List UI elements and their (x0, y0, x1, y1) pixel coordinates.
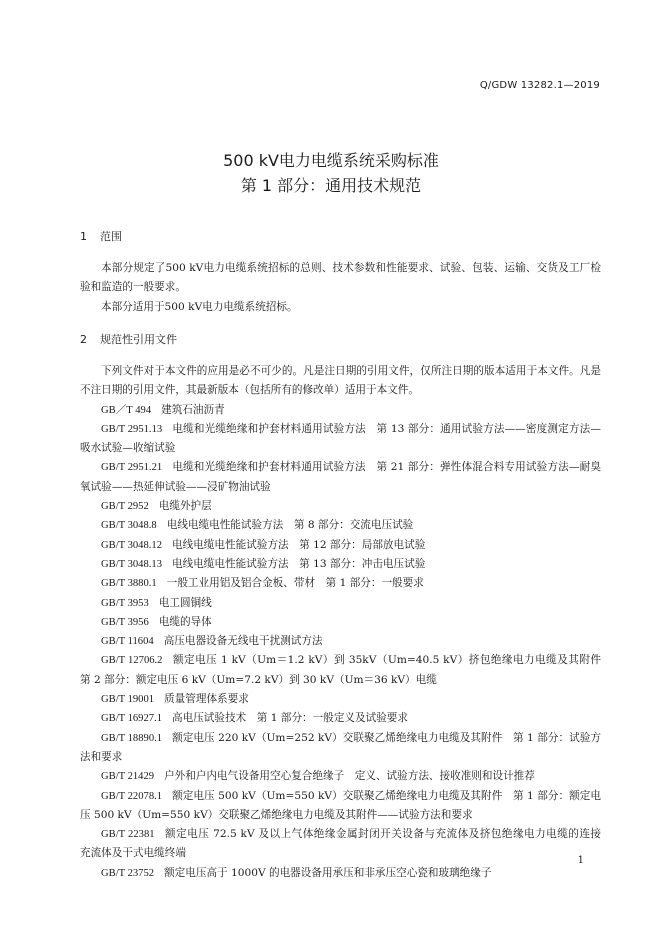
reference-title: 户外和户内电气设备用空心复合绝缘子 定义、试验方法、接收准则和设计推荐 (164, 770, 535, 783)
reference-item (80, 651, 612, 690)
reference-title: 质量管理体系要求 (164, 693, 249, 706)
scope-body (80, 259, 601, 317)
section-heading-scope (80, 228, 122, 244)
section-number: 2 (80, 333, 87, 346)
reference-item (80, 497, 601, 516)
reference-code: GB/T 3048.12 (101, 539, 163, 551)
document-title: 500 kV电力电缆系统采购标准 (223, 151, 439, 170)
references-body (80, 362, 612, 883)
reference-code: GB/T 22381 (101, 829, 155, 841)
reference-title: 电缆和光缆绝缘和护套材料通用试验方法 第 21 部分：弹性体混合料专用试验方法—耐臭氧试验——热延伸试验——浸矿物油试验 (80, 461, 601, 493)
reference-item (80, 594, 601, 613)
reference-code: GB/T 2952 (101, 501, 149, 513)
reference-title: 高压电器设备无线电干扰测试方法 (163, 635, 323, 648)
reference-code: GB/T 2951.13 (101, 423, 163, 435)
document-subtitle: 第 1 部分：通用技术规范 (240, 176, 422, 195)
reference-title: 电缆外护层 (158, 500, 212, 513)
reference-title: 额定电压 72.5 kV 及以上气体绝缘金属封闭开关设备与充流体及挤包绝缘电力电缆的连接 充流体及干式电缆终端 (80, 828, 612, 860)
reference-code: GB/T 18890.1 (101, 732, 163, 744)
section-title: 规范性引用文件 (100, 333, 177, 346)
paragraph: 本部分适用于500 kV电力电缆系统招标。 (101, 300, 298, 313)
reference-code: GB/T 3956 (101, 616, 149, 628)
reference-item (80, 401, 601, 420)
reference-code: GB/T 22078.1 (101, 790, 163, 802)
reference-code: GB/T 11604 (101, 636, 154, 648)
reference-item (80, 632, 601, 651)
reference-item (80, 709, 601, 728)
document-code: Q/GDW 13282.1—2019 (479, 80, 600, 91)
reference-title: 电线电缆电性能试验方法 第 8 部分：交流电压试验 (166, 519, 414, 532)
section-title: 范围 (100, 230, 122, 243)
reference-item (80, 420, 601, 459)
reference-title: 电缆和光缆绝缘和护套材料通用试验方法 第 13 部分：通用试验方法——密度测定方法—吸水试验—收缩试验 (80, 422, 601, 455)
page-number: 1 (577, 855, 584, 866)
section-heading-references (80, 331, 177, 347)
reference-code: GB/T 3048.13 (101, 558, 163, 570)
reference-item (80, 555, 601, 574)
reference-title: 电缆的导体 (158, 615, 212, 628)
reference-item (80, 690, 601, 709)
reference-code: GB/T 21429 (101, 771, 155, 783)
reference-item (80, 613, 601, 632)
reference-title: 电线电缆电性能试验方法 第 12 部分：局部放电试验 (172, 538, 426, 551)
reference-code: GB/T 3880.1 (101, 578, 157, 590)
reference-title: 额定电压高于 1000V 的电器设备用承压和非承压空心瓷和玻璃绝缘子 (164, 866, 492, 879)
reference-title: 一般工业用铝及铝合金板、带材 第 1 部分：一般要求 (166, 577, 424, 590)
paragraph: 下列文件对于本文件的应用是必不可少的。凡是注日期的引用文件，仅所注日期的版本适用于本文件。凡是不注日期的引用文件，其最新版本（包括所有的修改单）适用于本文件。 (80, 365, 601, 397)
reference-title: 高电压试验技术 第 1 部分：一般定义及试验要求 (172, 712, 408, 725)
reference-code: GB/T 3953 (101, 597, 149, 609)
reference-item (80, 787, 601, 826)
reference-title: 额定电压 220 kV（Um=252 kV）交联聚乙烯绝缘电力电缆及其附件 第 1 部分：试验方法和要求 (80, 731, 601, 763)
reference-title: 建筑石油沥青 (161, 403, 225, 416)
reference-title: 额定电压 1 kV（Um＝1.2 kV）到 35kV（Um=40.5 kV）挤包绝缘电力电缆及其附件 第 2 部分：额定电压 6 kV（Um=7.2 kV）到 30 kV（Um＝36 kV）电缆 (80, 654, 612, 686)
reference-item (80, 574, 601, 593)
reference-title: 电线电缆电性能试验方法 第 13 部分：冲击电压试验 (172, 557, 426, 570)
reference-item (80, 825, 612, 864)
reference-code: GB/T 2951.21 (101, 462, 163, 474)
paragraph: 本部分规定了500 kV电力电缆系统招标的总则、技术参数和性能要求、试验、包装、运输、交货及工厂检验和监造的一般要求。 (80, 262, 601, 294)
reference-item (80, 767, 601, 786)
reference-code: GB/T 12706.2 (101, 655, 163, 667)
section-number: 1 (80, 230, 87, 243)
reference-title: 电工圆铜线 (158, 596, 212, 609)
reference-code: GB/T 23752 (101, 867, 155, 879)
reference-item (80, 536, 601, 555)
reference-item (80, 516, 601, 535)
reference-item (80, 864, 601, 883)
reference-code: GB／T 494 (101, 404, 152, 416)
reference-code: GB/T 19001 (101, 694, 155, 706)
reference-item (80, 458, 601, 497)
reference-list (80, 401, 612, 883)
reference-title: 额定电压 500 kV（Um=550 kV）交联聚乙烯绝缘电力电缆及其附件 第 1 部分：额定电压 500 kV（Um=550 kV）交联聚乙烯绝缘电力电缆及其附件——试验方法和要求 (80, 789, 601, 821)
reference-code: GB/T 16927.1 (101, 713, 163, 725)
reference-item (80, 729, 601, 768)
reference-code: GB/T 3048.8 (101, 520, 157, 532)
